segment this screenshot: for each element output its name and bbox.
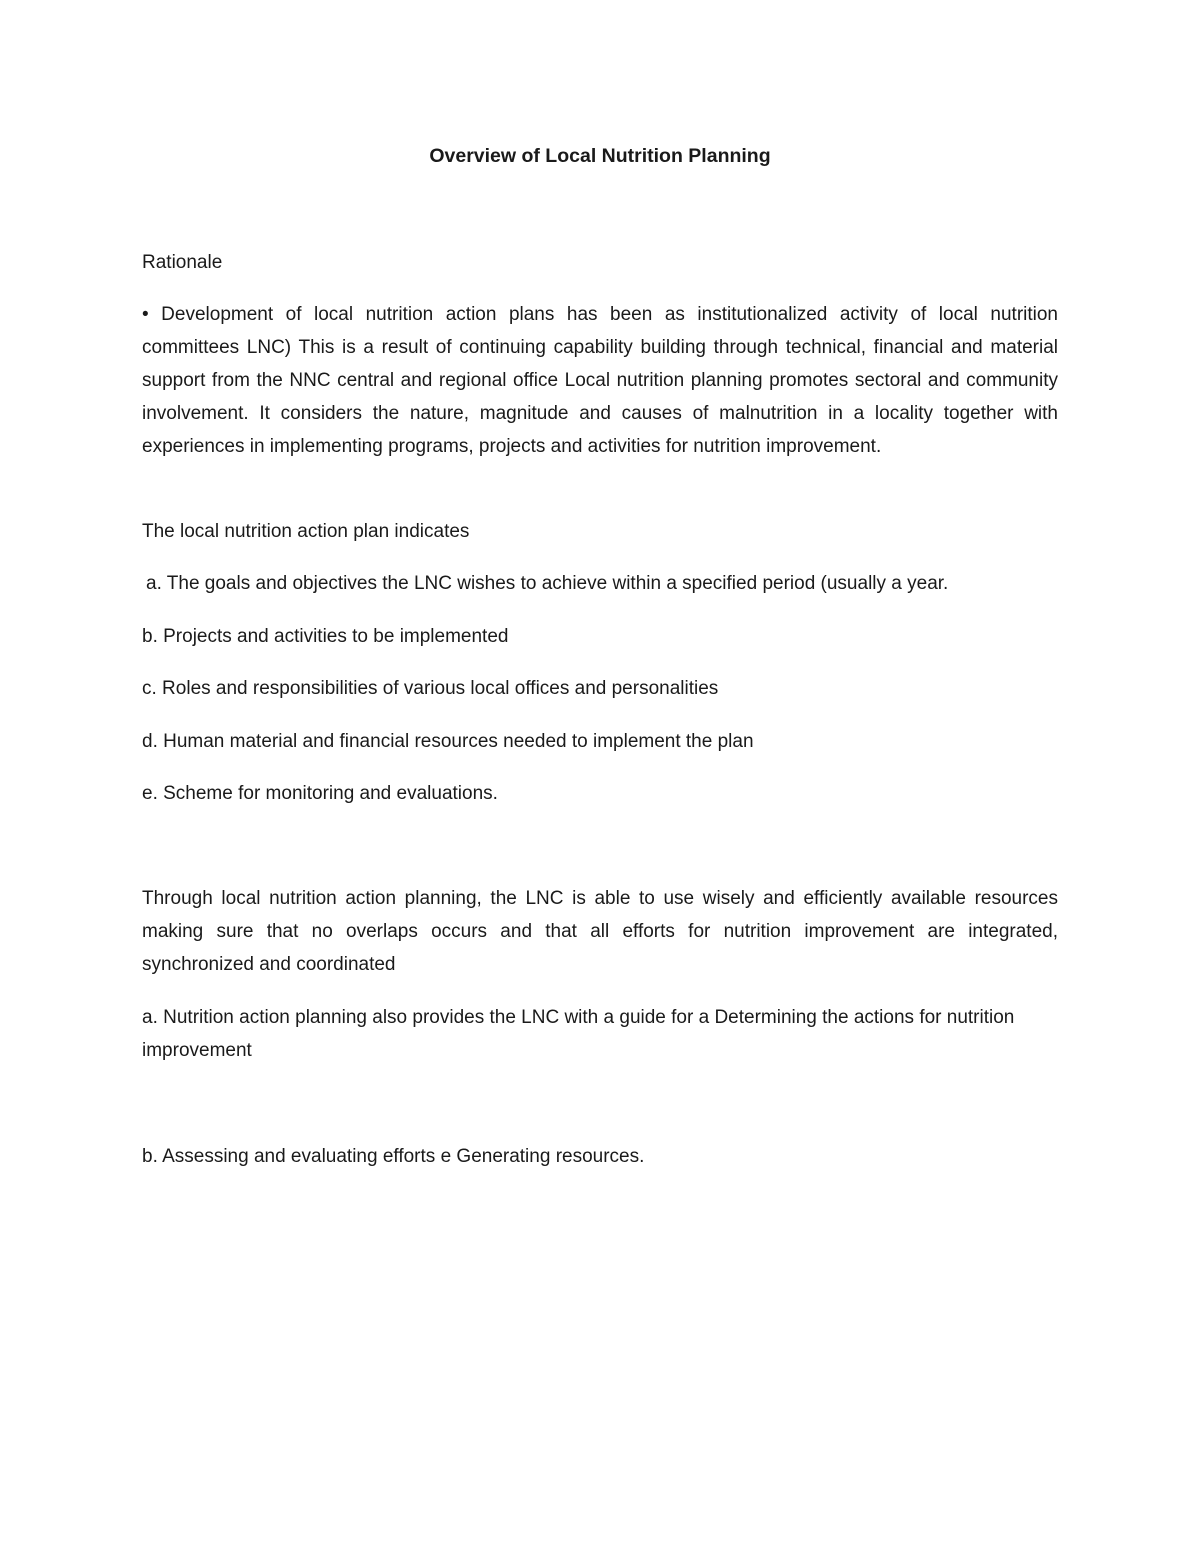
guide-item-a: a. Nutrition action planning also provides the LNC with a guide for a Determining the actions for nutrition improvement [142,1007,1015,1061]
plan-item-c: c. Roles and responsibilities of various local offices and personalities [142,678,719,699]
plan-item-d: d. Human material and financial resources needed to implement the plan [142,731,754,752]
document-body [142,140,1058,1167]
plan-item-b: b. Projects and activities to be implemented [142,626,509,647]
rationale-bullet-paragraph: • Development of local nutrition action plans has been as institutionalized activity of local nutrition committees LNC) This is a result of continuing capability building through technical, financial and material support from the NNC central and regional office Local nutrition planning promotes sectoral and community involvement. It considers the nature, magnitude and causes of malnutrition in a locality together with experiences in implementing programs, projects and activities for nutrition improvement. [142,304,1058,457]
section-heading-rationale: Rationale [142,252,223,273]
plan-item-e: e. Scheme for monitoring and evaluations. [142,783,498,804]
guide-item-b: b. Assessing and evaluating efforts e Generating resources. [142,1146,645,1167]
document-title: Overview of Local Nutrition Planning [429,145,771,167]
through-paragraph: Through local nutrition action planning, the LNC is able to use wisely and efficiently available resources making sure that no overlaps occurs and that all efforts for nutrition improvement are integrated, synchronized and coordinated [142,888,1058,975]
plan-item-a: a. The goals and objectives the LNC wishes to achieve within a specified period (usually a year. [146,573,949,594]
plan-intro-text: The local nutrition action plan indicates [142,521,470,542]
